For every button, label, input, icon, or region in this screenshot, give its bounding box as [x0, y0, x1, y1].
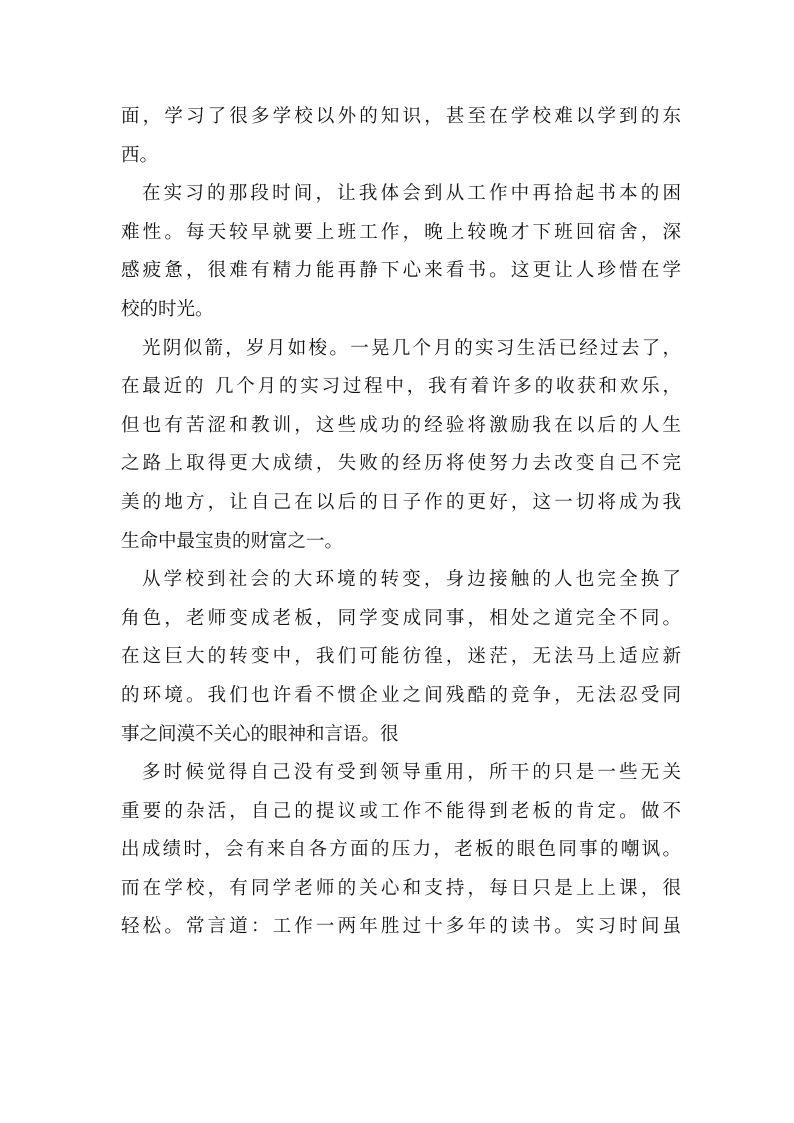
text-line: 从学校到社会的大环境的转变，身边接触的人也完全换了: [142, 569, 681, 591]
text-line: 生命中最宝贵的财富之一。: [121, 530, 344, 552]
text-line: 多时候觉得自己没有受到领导重用，所干的只是一些无关: [142, 762, 681, 784]
text-line: 角色，老师变成老板，同学变成同事，相处之道完全不同。: [121, 607, 681, 629]
text-line: 而在学校，有同学老师的关心和支持，每日只是上上课，很: [121, 877, 681, 899]
text-line: 事之间漠不关心的眼神和言语。很: [121, 723, 399, 745]
text-line: 之路上取得更大成绩，失败的经历将使努力去改变自己不完: [121, 453, 681, 475]
text-line: 校的时光。: [121, 298, 214, 320]
text-line: 在实习的那段时间，让我体会到从工作中再拾起书本的困: [142, 183, 681, 205]
text-line: 轻松。常言道：工作一两年胜过十多年的读书。实习时间虽: [121, 916, 681, 938]
text-line: 在最近的 几个月的实习过程中，我有着许多的收获和欢乐，: [121, 376, 681, 398]
body-text: [121, 98, 681, 947]
text-line: 光阴似箭，岁月如梭。一晃几个月的实习生活已经过去了，: [142, 337, 681, 359]
text-line: 西。: [121, 144, 159, 166]
text-line: 的环境。我们也许看不惯企业之间残酷的竞争，无法忍受同: [121, 684, 681, 706]
text-line: 感疲惫，很难有精力能再静下心来看书。这更让人珍惜在学: [121, 260, 681, 282]
text-line: 出成绩时，会有来自各方面的压力，老板的眼色同事的嘲讽。: [121, 839, 681, 861]
text-line: 在这巨大的转变中，我们可能彷徨，迷茫，无法马上适应新: [121, 646, 681, 668]
text-line: 面，学习了很多学校以外的知识，甚至在学校难以学到的东: [121, 106, 681, 127]
text-line: 重要的杂活，自己的提议或工作不能得到老板的肯定。做不: [121, 800, 681, 822]
text-line: 难性。每天较早就要上班工作，晚上较晚才下班回宿舍，深: [121, 221, 681, 243]
text-line: 但也有苦涩和教训，这些成功的经验将激励我在以后的人生: [121, 414, 681, 436]
text-line: 美的地方，让自己在以后的日子作的更好，这一切将成为我: [121, 491, 681, 513]
